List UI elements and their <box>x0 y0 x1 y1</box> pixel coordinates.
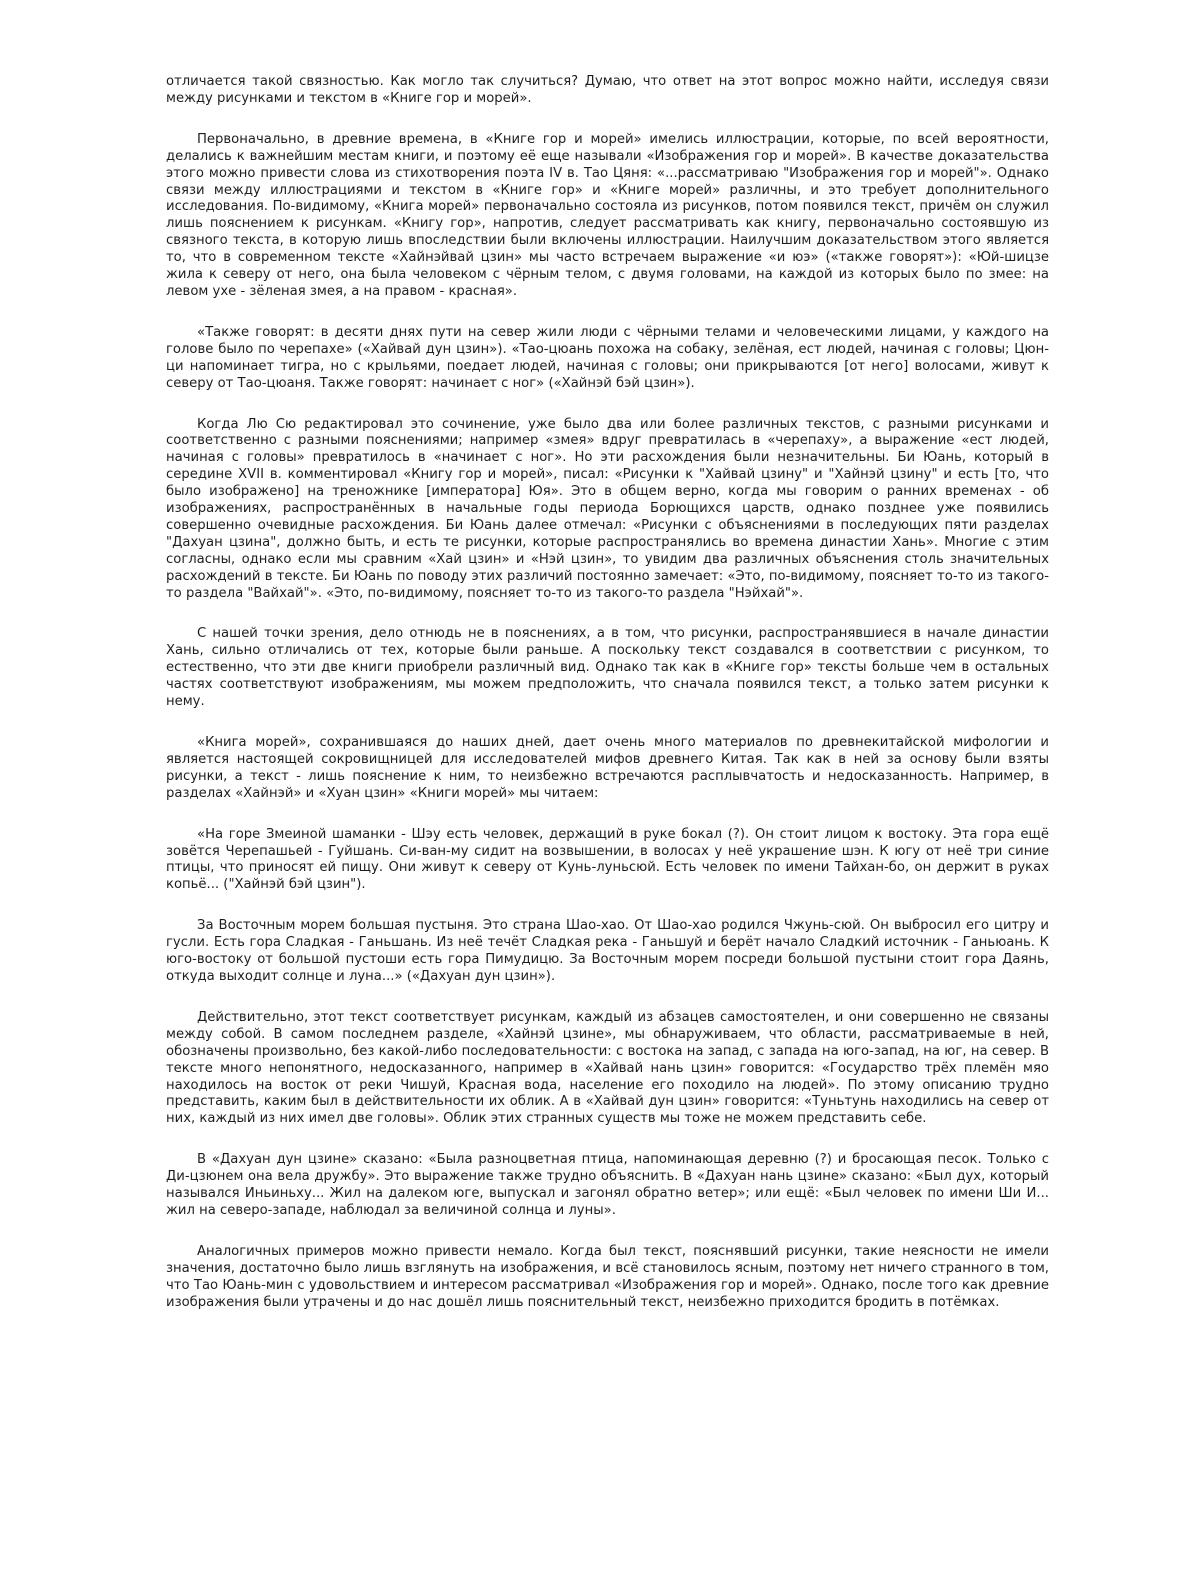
paragraph: Первоначально, в древние времена, в «Книге гор и морей» имелись иллюстрации, которые, по всей вероятности, делались к важнейшим местам книги, и поэтому её еще называли «Изображения гор и морей». В качестве доказательства этого можно привести слова из стихотворения поэта IV в. Тао Цяня: «...рассматриваю "Изображения гор и морей"». Однако связи между иллюстрациями и текстом в «Книге гор» и «Книге морей» различны, и это требует дополнительного исследования. По-видимому, «Книга морей» первоначально состояла из рисунков, потом появился текст, причём он служил лишь пояснением к рисункам. «Книгу гор», напротив, следует рассматривать как книгу, первоначально состоявшую из связного текста, в которую лишь впоследствии были включены иллюстрации. Наилучшим доказательством этого является то, что в современном тексте «Хайнэйвай цзин» мы часто встречаем выражение «и юэ» («также говорят»): «Юй-шицзе жила к северу от него, она была человеком с чёрным телом, с двумя головами, на каждой из которых было по змее: на левом ухе - зёленая змея, а на правом - красная». <box>166 131 1049 299</box>
paragraph: С нашей точки зрения, дело отнюдь не в пояснениях, а в том, что рисунки, распространявшиеся в начале династии Хань, сильно отличались от тех, которые были раньше. А поскольку текст создавался в соответствии с рисунком, то естественно, что эти две книги приобрели различный вид. Однако так как в «Книге гор» тексты больше чем в остальных частях соответствуют изображениям, мы можем предположить, что сначала появился текст, а только затем рисунки к нему. <box>166 626 1049 710</box>
paragraph: «Книга морей», сохранившаяся до наших дней, дает очень много материалов по древнекитайской мифологии и является настоящей сокровищницей для исследователей мифов древнего Китая. Так как в ней за основу были взяты рисунки, а текст - лишь пояснение к ним, то неизбежно встречаются расплывчатость и недосказанность. Например, в разделах «Хайнэй» и «Хуан цзин» «Книги морей» мы читаем: <box>166 735 1049 801</box>
paragraph: «На горе Змеиной шаманки - Шэу есть человек, держащий в руке бокал (?). Он стоит лицом к востоку. Эта гора ещё зовётся Черепашьей - Гуйшань. Си-ван-му сидит на возвышении, в волосах у неё украшение шэн. К югу от неё три синие птицы, что приносят ей пищу. Они живут к северу от Кунь-луньсюй. Есть человек по имени Тайхан-бо, он держит в руках копьё... ("Хайнэй бэй цзин"). <box>166 826 1049 893</box>
paragraph: За Восточным морем большая пустыня. Это страна Шао-хао. От Шао-хао родился Чжунь-сюй. Он выбросил его цитру и гусли. Есть гора Сладкая - Ганьшань. Из неё течёт Сладкая река - Ганьшуй и берёт начало Сладкий источник - Ганьюань. К юго-востоку от большой пустоши есть гора Пимудицю. За Восточным морем посреди большой пустыни стоит гора Даянь, откуда выходит солнце и луна...» («Дахуан дун цзин»). <box>166 918 1049 984</box>
paragraph: Аналогичных примеров можно привести немало. Когда был текст, пояснявший рисунки, такие неясности не имели значения, достаточно было лишь взглянуть на изображения, и всё становилось ясным, поэтому нет ничего странного в том, что Тао Юань-мин с удовольствием и интересом рассматривал «Изображения гор и морей». Однако, после того как древние изображения были утрачены и до нас дошёл лишь пояснительный текст, неизбежно приходится бродить в потёмках. <box>166 1243 1049 1310</box>
paragraph: Когда Лю Сю редактировал это сочинение, уже было два или более различных текстов, с разными рисунками и соответственно с разными пояснениями; например «змея» вдруг превратилась в «черепаху», а выражение «ест людей, начиная с головы» превратилось в «начинает с ног». Но эти расхождения были незначительны. Би Юань, который в середине XVII в. комментировал «Книгу гор и морей», писал: «Рисунки к "Хайвай цзину" и "Хайнэй цзину" и есть [то, что было изображено] на треножнике [императора] Юя». Это в общем верно, когда мы говорим о ранних временах - об изображениях, распространённых в начальные годы периода Борющихся царств, однако позднее уже появились совершенно очевидные расхождения. Би Юань далее отмечал: «Рисунки с объяснениями в последующих пяти разделах "Дахуан цзина", должно быть, и есть те рисунки, которые распространялись во времена династии Хань». Многие с этим согласны, однако если мы сравним «Хай цзин» и «Нэй цзин», то увидим два различных объяснения столь значительных расхождений в тексте. Би Юань по поводу этих различий постоянно замечает: «Это, по-видимому, поясняет то-то из такого-то раздела "Вайхай"». «Это, по-видимому, поясняет то-то из такого-то раздела "Нэйхай"». <box>166 416 1049 601</box>
paragraph: Действительно, этот текст соответствует рисункам, каждый из абзацев самостоятелен, и они совершенно не связаны между собой. В самом последнем разделе, «Хайнэй цзине», мы обнаруживаем, что области, рассматриваемые в ней, обозначены произвольно, без какой-либо последовательности: с востока на запад, с запада на юго-запад, на юг, на север. В тексте много непонятного, недосказанного, например в «Хайвай нань цзин» говорится: «Государство трёх племён мяо находилось на восток от реки Чишуй, Красная вода, население его походило на людей». По этому описанию трудно представить, каким был в действительности их облик. А в «Хайвай дун цзин» говорится: «Туньтунь находились на север от них, каждый из них имел две головы». Облик этих странных существ мы тоже не можем представить себе. <box>166 1009 1049 1127</box>
paragraph: В «Дахуан дун цзине» сказано: «Была разноцветная птица, напоминающая деревню (?) и бросающая песок. Только с Ди-цзюнем она вела дружбу». Это выражение также трудно объяснить. В «Дахуан нань цзине» сказано: «Был дух, который назывался Иньиньху... Жил на далеком юге, выпускал и загонял обратно ветер»; или ещё: «Был человек по имени Ши И... жил на северо-западе, наблюдал за величиной солнца и луны». <box>166 1152 1049 1218</box>
document-page <box>166 74 1049 1335</box>
paragraph: «Также говорят: в десяти днях пути на север жили люди с чёрными телами и человеческими лицами, у каждого на голове было по черепахе» («Хайвай дун цзин»). «Тао-цюань похожа на собаку, зелёная, ест людей, начиная с головы; Цюн-ци напоминает тигра, но с крыльями, поедает людей, начиная с головы; они прикрываются [от него] волосами, живут к северу от Тао-цюаня. Также говорят: начинает с ног» («Хайнэй бэй цзин»). <box>166 324 1049 391</box>
paragraph: отличается такой связностью. Как могло так случиться? Думаю, что ответ на этот вопрос можно найти, исследуя связи между рисунками и текстом в «Книге гор и морей». <box>166 74 1049 106</box>
